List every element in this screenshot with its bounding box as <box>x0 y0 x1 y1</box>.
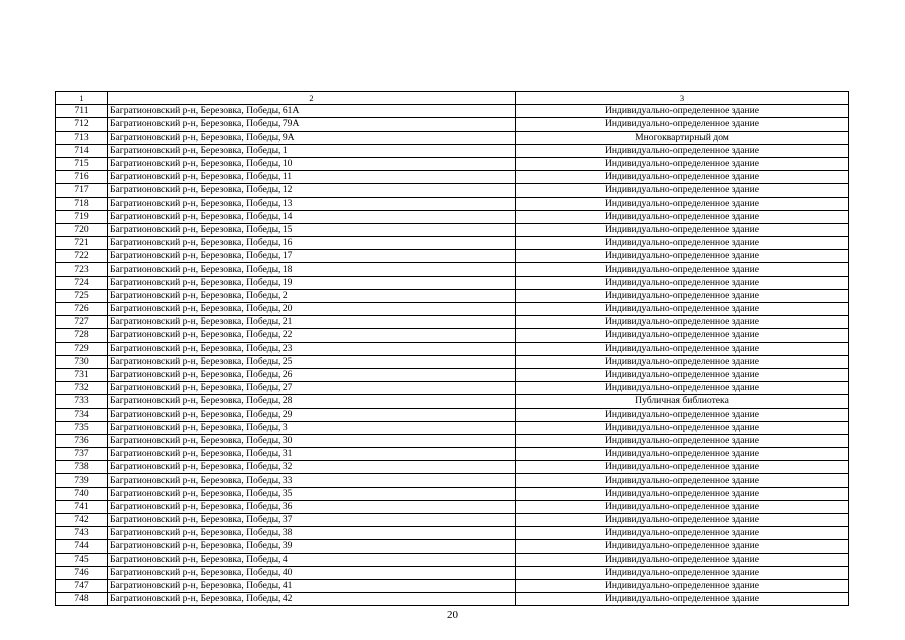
address-cell: Багратионовский р-н, Березовка, Победы, 38 <box>108 527 516 540</box>
row-number-cell: 723 <box>56 263 108 276</box>
address-cell: Багратионовский р-н, Березовка, Победы, 41 <box>108 579 516 592</box>
table-row <box>56 514 849 527</box>
object-type-cell: Индивидуально-определенное здание <box>516 514 849 527</box>
object-type-cell: Индивидуально-определенное здание <box>516 540 849 553</box>
table-row <box>56 487 849 500</box>
table-row <box>56 289 849 302</box>
table-row <box>56 395 849 408</box>
object-type-cell: Индивидуально-определенное здание <box>516 421 849 434</box>
address-cell: Багратионовский р-н, Березовка, Победы, 27 <box>108 382 516 395</box>
table-row <box>56 579 849 592</box>
table-row <box>56 474 849 487</box>
object-type-cell: Индивидуально-определенное здание <box>516 487 849 500</box>
table-row <box>56 540 849 553</box>
address-cell: Багратионовский р-н, Березовка, Победы, 22 <box>108 329 516 342</box>
object-type-cell: Публичная библиотека <box>516 395 849 408</box>
row-number-cell: 736 <box>56 434 108 447</box>
row-number-cell: 713 <box>56 131 108 144</box>
object-type-cell: Индивидуально-определенное здание <box>516 276 849 289</box>
row-number-cell: 744 <box>56 540 108 553</box>
address-cell: Багратионовский р-н, Березовка, Победы, 23 <box>108 342 516 355</box>
address-cell: Багратионовский р-н, Березовка, Победы, 39 <box>108 540 516 553</box>
address-cell: Багратионовский р-н, Березовка, Победы, 17 <box>108 250 516 263</box>
header-column-3: 3 <box>516 92 849 105</box>
object-type-cell: Индивидуально-определенное здание <box>516 342 849 355</box>
row-number-cell: 747 <box>56 579 108 592</box>
object-type-cell: Индивидуально-определенное здание <box>516 579 849 592</box>
object-type-cell: Индивидуально-определенное здание <box>516 250 849 263</box>
object-type-cell: Индивидуально-определенное здание <box>516 197 849 210</box>
row-number-cell: 738 <box>56 461 108 474</box>
table-row <box>56 461 849 474</box>
row-number-cell: 719 <box>56 210 108 223</box>
address-cell: Багратионовский р-н, Березовка, Победы, 9А <box>108 131 516 144</box>
table-row <box>56 197 849 210</box>
address-cell: Багратионовский р-н, Березовка, Победы, 36 <box>108 500 516 513</box>
table-row <box>56 527 849 540</box>
table-row <box>56 500 849 513</box>
row-number-cell: 717 <box>56 184 108 197</box>
row-number-cell: 734 <box>56 408 108 421</box>
table-row <box>56 303 849 316</box>
row-number-cell: 722 <box>56 250 108 263</box>
address-cell: Багратионовский р-н, Березовка, Победы, 2 <box>108 289 516 302</box>
table-row <box>56 316 849 329</box>
address-cell: Багратионовский р-н, Березовка, Победы, 20 <box>108 303 516 316</box>
table-row <box>56 421 849 434</box>
object-type-cell: Индивидуально-определенное здание <box>516 303 849 316</box>
object-type-cell: Индивидуально-определенное здание <box>516 184 849 197</box>
address-cell: Багратионовский р-н, Березовка, Победы, 29 <box>108 408 516 421</box>
address-cell: Багратионовский р-н, Березовка, Победы, 16 <box>108 237 516 250</box>
address-cell: Багратионовский р-н, Березовка, Победы, 37 <box>108 514 516 527</box>
address-cell: Багратионовский р-н, Березовка, Победы, 11 <box>108 171 516 184</box>
table-row <box>56 250 849 263</box>
row-number-cell: 739 <box>56 474 108 487</box>
table-row <box>56 105 849 118</box>
object-type-cell: Индивидуально-определенное здание <box>516 237 849 250</box>
row-number-cell: 721 <box>56 237 108 250</box>
table-row <box>56 382 849 395</box>
row-number-cell: 728 <box>56 329 108 342</box>
row-number-cell: 727 <box>56 316 108 329</box>
row-number-cell: 740 <box>56 487 108 500</box>
object-type-cell: Индивидуально-определенное здание <box>516 593 849 606</box>
object-type-cell: Индивидуально-определенное здание <box>516 289 849 302</box>
address-cell: Багратионовский р-н, Березовка, Победы, 13 <box>108 197 516 210</box>
object-type-cell: Индивидуально-определенное здание <box>516 527 849 540</box>
registry-table <box>55 91 849 606</box>
address-cell: Багратионовский р-н, Березовка, Победы, 4 <box>108 553 516 566</box>
table-row <box>56 131 849 144</box>
address-cell: Багратионовский р-н, Березовка, Победы, 1 <box>108 144 516 157</box>
object-type-cell: Индивидуально-определенное здание <box>516 553 849 566</box>
table-row <box>56 237 849 250</box>
table-row <box>56 355 849 368</box>
table-row <box>56 171 849 184</box>
object-type-cell: Индивидуально-определенное здание <box>516 382 849 395</box>
row-number-cell: 718 <box>56 197 108 210</box>
table-row <box>56 118 849 131</box>
row-number-cell: 743 <box>56 527 108 540</box>
table-row <box>56 210 849 223</box>
object-type-cell: Индивидуально-определенное здание <box>516 474 849 487</box>
object-type-cell: Индивидуально-определенное здание <box>516 566 849 579</box>
address-cell: Багратионовский р-н, Березовка, Победы, 26 <box>108 368 516 381</box>
header-column-1: 1 <box>56 92 108 105</box>
address-cell: Багратионовский р-н, Березовка, Победы, 79А <box>108 118 516 131</box>
row-number-cell: 732 <box>56 382 108 395</box>
row-number-cell: 731 <box>56 368 108 381</box>
address-cell: Багратионовский р-н, Березовка, Победы, 40 <box>108 566 516 579</box>
table-row <box>56 593 849 606</box>
address-cell: Багратионовский р-н, Березовка, Победы, 14 <box>108 210 516 223</box>
address-cell: Багратионовский р-н, Березовка, Победы, 15 <box>108 223 516 236</box>
row-number-cell: 729 <box>56 342 108 355</box>
address-cell: Багратионовский р-н, Березовка, Победы, 35 <box>108 487 516 500</box>
object-type-cell: Индивидуально-определенное здание <box>516 144 849 157</box>
table-row <box>56 329 849 342</box>
address-cell: Багратионовский р-н, Березовка, Победы, 12 <box>108 184 516 197</box>
row-number-cell: 716 <box>56 171 108 184</box>
table-row <box>56 368 849 381</box>
row-number-cell: 748 <box>56 593 108 606</box>
address-cell: Багратионовский р-н, Березовка, Победы, 33 <box>108 474 516 487</box>
table-row <box>56 434 849 447</box>
address-cell: Багратионовский р-н, Березовка, Победы, 28 <box>108 395 516 408</box>
object-type-cell: Индивидуально-определенное здание <box>516 408 849 421</box>
address-cell: Багратионовский р-н, Березовка, Победы, 18 <box>108 263 516 276</box>
row-number-cell: 724 <box>56 276 108 289</box>
address-cell: Багратионовский р-н, Березовка, Победы, 32 <box>108 461 516 474</box>
table-row <box>56 553 849 566</box>
row-number-cell: 714 <box>56 144 108 157</box>
address-cell: Багратионовский р-н, Березовка, Победы, 61А <box>108 105 516 118</box>
object-type-cell: Индивидуально-определенное здание <box>516 434 849 447</box>
object-type-cell: Индивидуально-определенное здание <box>516 105 849 118</box>
address-cell: Багратионовский р-н, Березовка, Победы, 31 <box>108 448 516 461</box>
object-type-cell: Индивидуально-определенное здание <box>516 171 849 184</box>
row-number-cell: 730 <box>56 355 108 368</box>
object-type-cell: Многоквартирный дом <box>516 131 849 144</box>
table-row <box>56 566 849 579</box>
row-number-cell: 726 <box>56 303 108 316</box>
object-type-cell: Индивидуально-определенное здание <box>516 461 849 474</box>
address-cell: Багратионовский р-н, Березовка, Победы, 19 <box>108 276 516 289</box>
row-number-cell: 741 <box>56 500 108 513</box>
table-header-row <box>56 92 849 105</box>
object-type-cell: Индивидуально-определенное здание <box>516 263 849 276</box>
object-type-cell: Индивидуально-определенное здание <box>516 223 849 236</box>
table-row <box>56 144 849 157</box>
object-type-cell: Индивидуально-определенное здание <box>516 448 849 461</box>
table-row <box>56 157 849 170</box>
object-type-cell: Индивидуально-определенное здание <box>516 355 849 368</box>
table-row <box>56 263 849 276</box>
row-number-cell: 735 <box>56 421 108 434</box>
table-row <box>56 276 849 289</box>
row-number-cell: 737 <box>56 448 108 461</box>
table-row <box>56 342 849 355</box>
row-number-cell: 745 <box>56 553 108 566</box>
table-row <box>56 223 849 236</box>
object-type-cell: Индивидуально-определенное здание <box>516 368 849 381</box>
row-number-cell: 725 <box>56 289 108 302</box>
object-type-cell: Индивидуально-определенное здание <box>516 500 849 513</box>
address-cell: Багратионовский р-н, Березовка, Победы, 42 <box>108 593 516 606</box>
address-cell: Багратионовский р-н, Березовка, Победы, 3 <box>108 421 516 434</box>
row-number-cell: 712 <box>56 118 108 131</box>
page-number: 20 <box>447 609 458 621</box>
row-number-cell: 720 <box>56 223 108 236</box>
row-number-cell: 742 <box>56 514 108 527</box>
object-type-cell: Индивидуально-определенное здание <box>516 316 849 329</box>
address-cell: Багратионовский р-н, Березовка, Победы, 21 <box>108 316 516 329</box>
row-number-cell: 711 <box>56 105 108 118</box>
address-cell: Багратионовский р-н, Березовка, Победы, 10 <box>108 157 516 170</box>
table-row <box>56 448 849 461</box>
address-cell: Багратионовский р-н, Березовка, Победы, 30 <box>108 434 516 447</box>
table-row <box>56 408 849 421</box>
row-number-cell: 733 <box>56 395 108 408</box>
table-row <box>56 184 849 197</box>
address-cell: Багратионовский р-н, Березовка, Победы, 25 <box>108 355 516 368</box>
object-type-cell: Индивидуально-определенное здание <box>516 210 849 223</box>
object-type-cell: Индивидуально-определенное здание <box>516 157 849 170</box>
header-column-2: 2 <box>108 92 516 105</box>
object-type-cell: Индивидуально-определенное здание <box>516 118 849 131</box>
row-number-cell: 746 <box>56 566 108 579</box>
object-type-cell: Индивидуально-определенное здание <box>516 329 849 342</box>
registry-table-body <box>56 92 849 606</box>
row-number-cell: 715 <box>56 157 108 170</box>
